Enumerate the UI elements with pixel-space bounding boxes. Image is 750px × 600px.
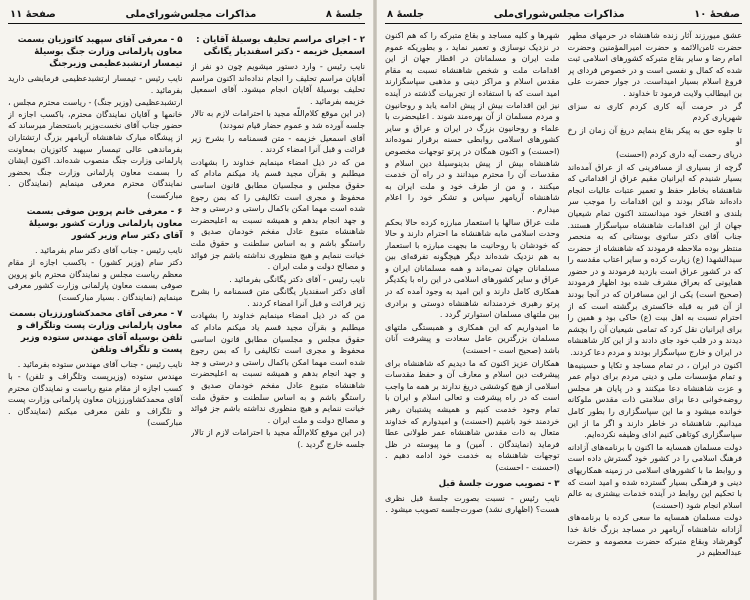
section-heading: ۳ - تصویب صورت جلسهٔ قبل [438, 478, 560, 489]
paragraph: دولت مسلمان همسایه ما اکنون با برنامه‌های آزادانه فرهنگ اسلامی را در کشور خود گسترش داده است و روابط ما با کشورهای اسلامی در زمینه همکاریهای دینی و فرهنگی بسیار گسترده شده و امید است که با تحکیم این روابط در آینده خدمات بیشتری به عالم اسلام انجام شود (احسنت) [567, 441, 742, 510]
paragraph: ملت عراق سالها با استعمار مبارزه کرده حالا بحکم وحدت اسلامی مابه شاهنشاه ما احترام دارند و حالا که خودشان با روحانیت ما بجهت مبارزه با استعمار به هم نزدیک شده‌اند دیگر هیچگونه تفرقه‌ای بین مسلمانان جهان نمی‌ماند و همه مسلمانان ایران و عراق و سایر کشورهای اسلامی در این راه با یکدیگر همکاری کامل دارند و این امید به وجود آمده که در پرتو رهبری خردمندانه شاهنشاه دوستی و برادری بین ملتهای مسلمان استوارتر گردد . [385, 216, 560, 320]
right-page [377, 0, 750, 600]
section-heading: ۷ - معرفی آقای محمدکشاورززیان بسمت معاون پارلمانی وزارت پست وتلگراف و تلفن بوسیله آقای مهندس ستوده وزیر پست و تلگراف وتلفن [9, 308, 183, 355]
left-page-column-inner [191, 30, 366, 600]
paragraph: نایب رئیس - جناب آقای دکتر سام بفرمائید . [34, 244, 183, 255]
paragraph: نایب رئیس - وارد دستور میشویم چون دو نفر از آقایان مراسم تحلیف را انجام نداده‌اند اکنون مراسم تحلیف بوسیلهٔ آقایان انجام میشود. آقای اسمعیل خزیمه بفرمائید . [190, 61, 365, 106]
left-columns [8, 30, 365, 600]
paragraph: همکاران عزیز اکنون که ما دیدیم که شاهنشاه برای پیشرفت دین اسلام و معارف آن و حفظ مقدسات اسلامی از هیچ کوششی دریغ ندارند بر همه ما واجب است که در راه پیشرفت و تعالی اسلام و ایران با تمام وجود خدمت کنیم و همیشه پشتیبان رهبر خردمند خود باشیم (احسنت) و امیدوارم که خداوند متعال به ذات مقدس شاهنشاه عمر طولانی عطا فرماید (نمایندگان . آمین) و ما پیوسته در ظل توجهات شاهنشاه به خدمت خود ادامه دهیم . (احسنت - احسنت) [385, 357, 560, 472]
paragraph: دکتر سام (وزیر کشور) - باکسب اجازه از مقام معظم ریاست مجلس و نمایندگان محترم بانو پروین صوفی بسمت معاون پارلمانی وزارت کشور معرفی مینمایم (نمایندگان . بسیار مبارکست) [8, 257, 183, 302]
paragraph: شهرها و کلیه مساجد و بقاع متبرکه را که هم اکنون در نزدیک نوسازی و تعمیر نماید ، و بطوریکه عموم ملت ایران و مسلمانان در اقطار جهان از این اقدامات ملت و شخص شاهنشاه نسبت به مقام مقدس اسلام و مراکز دینی و مذهبی سپاسگزارند امید است که با استفاده از تجربیات گذشته در آینده نیز این اقدامات بیش از پیش ادامه یابد و روحانیون و مردم مسلمان از آن بهره‌مند شوند . اعلیحضرت با علماء و روحانیون بزرگ در ایران و عراق و سایر کشورهای اسلامی روابطی حسنه برقرار نموده‌اند (احسنت) و اکنون همگان در پرتو توجهات مخصوص شاهنشاه بیش از پیش بدینوسیلهٔ دین اسلام و مقدسات آن را محترم میدانند و در راه آن خدمت میکنند ، و من از طرف خود و ملت ایران به شاهنشاه آریامهر سپاس و تشکر خود را اعلام میدارم . [385, 30, 560, 214]
paragraph: (در این موقع کلام‌اللّه مجید با احترامات لازم از تالار جلسه خارج گردید .) [190, 427, 365, 449]
right-header-title: مذاکرات مجلس‌شورای‌ملی [493, 8, 625, 20]
right-page-column-outer [568, 30, 743, 600]
right-session: جلسهٔ ۸ [387, 8, 425, 20]
paragraph: نایب رئیس - جناب آقای مهندس ستوده بفرمائید . [17, 358, 183, 369]
paragraph: من که در ذیل امضاء مینمایم خداوند را بشهادت میطلبم و بقرآن مجید قسم یاد میکنم مادام که حقوق مجلس و مجلسیان مطابق قانون اساسی محفوظ و مجری است تکالیفی را که بمن رجوع شده است مهما امکن باکمال راستی و درستی و جد و جهد انجام بدهم و همیشه نسبت به اعلیحضرت شاهنشاه متبوع عادل مفخم خودمان صدیق و راستگو باشم و به اساس سلطنت و حقوق ملت خیانت ننمایم و هیچ منظوری نداشته باشم جز فوائد و مصالح دولت و ملت ایران . [190, 310, 365, 425]
right-page-column-inner [385, 30, 560, 600]
paragraph: تا جلوه حق به پیکر بقاع بنمایم دریغ آن زمان از رخ او [567, 124, 742, 147]
paragraph: اکنون در ایران ، در تمام مساجد و تکایا و حسینیه‌ها و تمام مؤسسات ملی و دینی مردم برای دوام عمر و عزت شاهنشاه دعا میکنند و در پایان هر مجلس روضه‌خوانی دعا برای سلامتی ذات مقدس ملوکانه خوانده میشود و ما این سپاسگزاری را بطور کامل میدانیم. شاهنشاه در خاطر دارند و اگر ما از این سپاسگزاری کوتاهی کنیم ادای وظیفه نکرده‌ایم. [567, 359, 742, 440]
paragraph: دولت مسلمان همسایه ما سعی کرده با برنامه‌های آزادانه شاهنشاه آریامهر در مساجد بزرگ خانهٔ خدا گوهرشاد وبقاع متبرکه حضرت معصومه و حضرت عبدالعظیم در [567, 512, 742, 558]
paragraph: نایب رئیس - آقای دکتر یگانگی بفرمائید . [229, 273, 365, 284]
paragraph: گر در حرمت آیه کاری کردم کاری نه سزای شهریاری کردم [567, 100, 742, 123]
left-page-column-outer [8, 30, 183, 600]
paragraph: آقای دکتر اسفندیار یگانگی متن قسمنامه را بشرح زیر قرائت و قبل آنرا امضاء کردند . [190, 286, 365, 308]
left-header-title: مذاکرات مجلس‌شورای‌ملی [125, 8, 257, 20]
left-page [0, 0, 373, 600]
left-page-number: صفحهٔ ۱۱ [10, 8, 56, 20]
section-heading: ۵ - معرفی آقای سپهبد کاتوزیان بسمت معاون پارلمانی وزارت جنگ بوسیلهٔ تیمسار ارتشبدعظیمی وزیرجنگ [17, 35, 183, 69]
section-heading: ۶ - معرفی خانم پروین صوفی بسمت معاون پارلمانی وزارت کشور بوسیلهٔ آقای دکتر سام وزیر کشور [26, 206, 183, 241]
right-page-number: صفحهٔ ۱۰ [694, 8, 740, 20]
paragraph: ارتشبدعظیمی (وزیر جنگ) - ریاست محترم مجلس ، خانمها و آقایان نمایندگان محترم، باکسب اجازه از حضور جناب آقای نخست‌وزیر باستحضار میرساند که از پیشگاه مبارک شاهنشاه آریامهر بزرگ ارتشتاران بفرماندهی عالی تیمسار سپهبد کاتوزیان بمعاونت پارلمانی وزارت جنگ منصوب شده‌اند. اکنون ایشان را بسمت معاون پارلمانی وزارت جنگ بحضور نمایندگان محترم معرفی مینمایم (نمایندگان . مبارکست) [8, 97, 183, 200]
right-columns [385, 30, 742, 600]
paragraph: عشق میورزند آثار زنده شاهنشاه در حرمهای مطهر حضرت ثامن‌الائمه و حضرت امیرالمؤمنین وحضرت امام رضا و سایر بقاع متبرکه کشورهای اسلامی ثبت شده که کمال و نفسی است و در خصوص فردای پر فروغ اسلام بسیار امیداست. در جوار حضرت علی بن ابیطالب ولایت فرمود تا خداوند . [567, 30, 742, 98]
paragraph: نایب رئیس - تیمسار ارتشبدعظیمی فرمایشی دارید بفرمائید . [8, 73, 183, 95]
paragraph: (در این موقع کلام‌اللّه مجید با احترامات لازم به تالار جلسه آورده شد و عموم حضار قیام نمودند) [190, 108, 365, 130]
paragraph: آقای اسمعیل خزیمه - متن قسمنامه را بشرح زیر قرائت و قبل آنرا امضاء کردند . [190, 132, 365, 155]
section-heading: ۲ - اجرای مراسم تحلیف بوسیلهٔ آقایان : اسمعیل خزیمه - دکتر اسفندیار یگانگی [196, 35, 365, 57]
left-running-header [8, 6, 365, 24]
paragraph: مهندس ستوده (وزیرپست وتلگراف و تلفن) - با کسب اجازه از مقام منیع ریاست و نمایندگان محترم آقای محمدکشاورززیان معاون پارلمانی وزارت پست و تلگراف و تلفن معرفی میکنم (نمایندگان . مبارکست) [8, 371, 183, 428]
paragraph: دریای رحمت آیه داری کردم (احسنت) [615, 148, 742, 159]
left-session: جلسهٔ ۸ [325, 8, 363, 20]
paragraph: من که در ذیل امضاء مینمایم خداوند را بشهادت میطلبم و بقرآن مجید قسم یاد میکنم مادام که حقوق مجلس و مجلسیان مطابق قانون اساسی محفوظ و مجری است تکالیفی را که بمن رجوع شده است مهما امکن باکمال راستی و درستی و جد و جهد انجام بدهم و همیشه نسبت به اعلیحضرت شاهنشاه متبوع عادل مفخم خودمان صدیق و راستگو باشم و به اساس سلطنت و حقوق ملت خیانت ننمایم و هیچ منظوری نداشته باشم جز فوائد و مصالح دولت و ملت ایران . [190, 156, 365, 272]
paragraph: گرچه از بسیاری از مسافرینی که از عراق آمده‌اند بسیار شنیدم که ایرانیان مقیم عراق از اقداماتی که شاهنشاه بخاطر حفظ و تعمیر عتبات عالیات انجام داده‌اند شاکر بودند و این اقدامات را موجب سر بلندی و افتخار خود میدانستند اکنون تمام شیعیان جهان از این اقدامات شاهنشاه سپاسگزار هستند. جناب آقای دکتر ساتوی بوستانی که به منحصر منتظر بوده ملاحظه فرمودند که شاهنشاه از حضرت سیدالشهدا (ع) زیارت کرده و سایر اعتاب مقدسه را که در کشور عراق است بازدید فرمودند و در حضور همایونی که بعراق مشرف شده بود اظهار فرمودند (صحیح است) یکی از این مسافران که در آنجا بودند از آن قبر به قبله خاکستری برگشته است که از احترام نسبت به اهل بیت (ع) حاکی بود و همین را برای ایرانیان نقل کرد که تمامی شیعیان آن را بچشم دیدند و در قلب خود جای دادند و از این کار شاهنشاه در ایران و خارج سپاسگزار بودند و مردم دعا کردند. [567, 161, 742, 358]
right-running-header [385, 6, 742, 24]
paragraph: نایب رئیس - نسبت بصورت جلسهٔ قبل نظری هست؟ (اظهاری نشد) صورت‌جلسه تصویب میشود . [385, 492, 560, 515]
paragraph: ما امیدواریم که این همکاری و همبستگی ملتهای مسلمان بزرگترین عامل سعادت و پیشرفت آنان باشد (صحیح است - احسنت) [385, 321, 560, 356]
